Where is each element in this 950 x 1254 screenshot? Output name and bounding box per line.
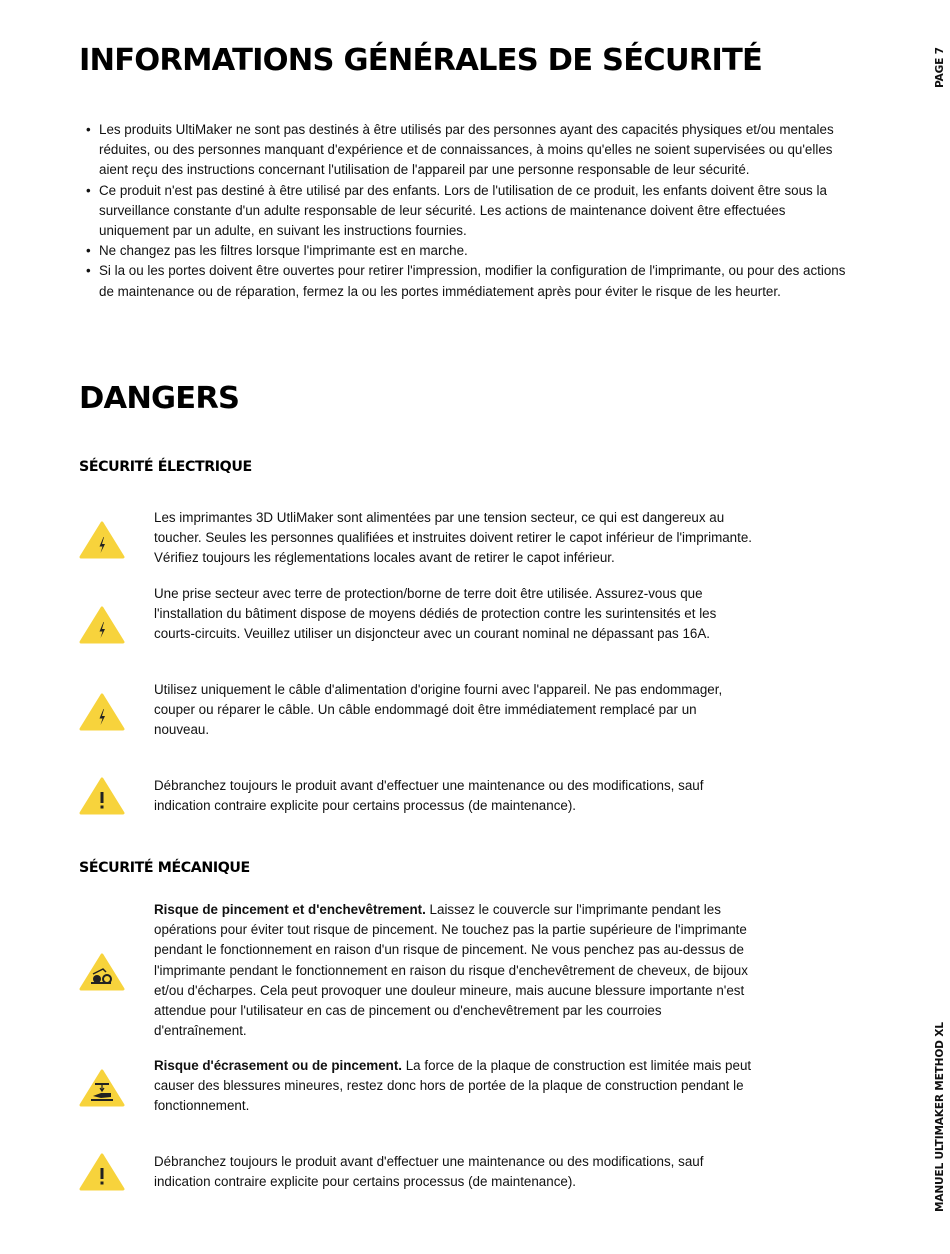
warning-text: Débranchez toujours le produit avant d'effectuer une maintenance ou des modifications, sauf indication contraire explicite pour certains processus (de maintenance). (154, 1154, 704, 1190)
entanglement-hazard-icon (79, 952, 125, 992)
list-item: • Ce produit n'est pas destiné à être utilisé par des enfants. Lors de l'utilisation de ce produit, les enfants doivent être sous la surveillance constante d'un adulte responsable de leur sécurité. Les actions de maintenance doivent être effectuées uniquement par un adulte, en suivant les instructions fournies. (86, 181, 856, 242)
list-item: • Ne changez pas les filtres lorsque l'imprimante est en marche. (86, 241, 856, 261)
list-item: • Si la ou les portes doivent être ouvertes pour retirer l'impression, modifier la configuration de l'imprimante, ou pour des actions de maintenance ou de réparation, fermez la ou les portes immédiatement après pour éviter le risque de les heurter. (86, 261, 856, 301)
electrical-safety-heading: SÉCURITÉ ÉLECTRIQUE (79, 459, 252, 475)
warning-text: Risque de pincement et d'enchevêtrement. Laissez le couvercle sur l'imprimante pendant les opérations pour éviter tout risque de pincement. Ne touchez pas la partie supérieure de l'imprimante pendant le fonctionnement en raison d'un risque de pincement. Ne vous penchez pas au-dessus de l'imprimante pendant le fonctionnement en raison du risque d'enchevêtrement de cheveux, de bijoux et/ou d'écharpes. Cela peut provoquer une douleur mineure, mais aucune blessure importante n'est attendue pour l'utilisateur en cas de pincement ou d'enchevêtrement par les courroies d'entraînement. (154, 902, 748, 1039)
dangers-heading: DANGERS (79, 381, 240, 416)
general-warning-icon (79, 1152, 125, 1192)
mechanical-safety-heading: SÉCURITÉ MÉCANIQUE (79, 860, 250, 876)
page-title: INFORMATIONS GÉNÉRALES DE SÉCURITÉ (79, 43, 763, 78)
warning-text: Utilisez uniquement le câble d'alimentation d'origine fourni avec l'appareil. Ne pas endommager, couper ou réparer le câble. Un câble endommagé doit être immédiatement remplacé par un nouveau. (154, 682, 723, 738)
warning-text: Débranchez toujours le produit avant d'effectuer une maintenance ou des modifications, sauf indication contraire explicite pour certains processus (de maintenance). (154, 778, 704, 814)
electric-hazard-icon (79, 605, 125, 645)
general-warning-icon (79, 776, 125, 816)
warning-text: Les imprimantes 3D UtliMaker sont alimentées par une tension secteur, ce qui est dangereux au toucher. Seules les personnes qualifiées et instruites doivent retirer le capot inférieur de l'imprimante. Vérifiez toujours les réglementations locales avant de retirer le capot inférieur. (154, 510, 753, 566)
list-item: • Les produits UltiMaker ne sont pas destinés à être utilisés par des personnes ayant des capacités physiques et/ou mentales réduites, ou des personnes manquant d'expérience et de connaissances, à moins qu'elles ne soient supervisées ou qu'elles aient reçu des instructions concernant l'utilisation de l'appareil par une personne responsable de leur sécurité. (86, 120, 856, 181)
electric-hazard-icon (79, 520, 125, 560)
warning-text: Risque d'écrasement ou de pincement. La force de la plaque de construction est limitée mais peut causer des blessures mineures, restez donc hors de portée de la plaque de construction pendant le fonctionnement. (154, 1058, 752, 1114)
general-safety-list (86, 120, 856, 302)
warning-text: Une prise secteur avec terre de protection/borne de terre doit être utilisée. Assurez-vous que l'installation du bâtiment dispose de moyens dédiés de protection contre les surintensités et les courts-circuits. Veuillez utiliser un disjoncteur avec un courant nominal ne dépassant pas 16A. (154, 586, 717, 642)
page-number-label: PAGE 7 (934, 47, 946, 88)
electric-hazard-icon (79, 692, 125, 732)
crush-hazard-icon (79, 1068, 125, 1108)
manual-name-label: MANUEL ULTIMAKER METHOD XL (934, 1022, 946, 1212)
